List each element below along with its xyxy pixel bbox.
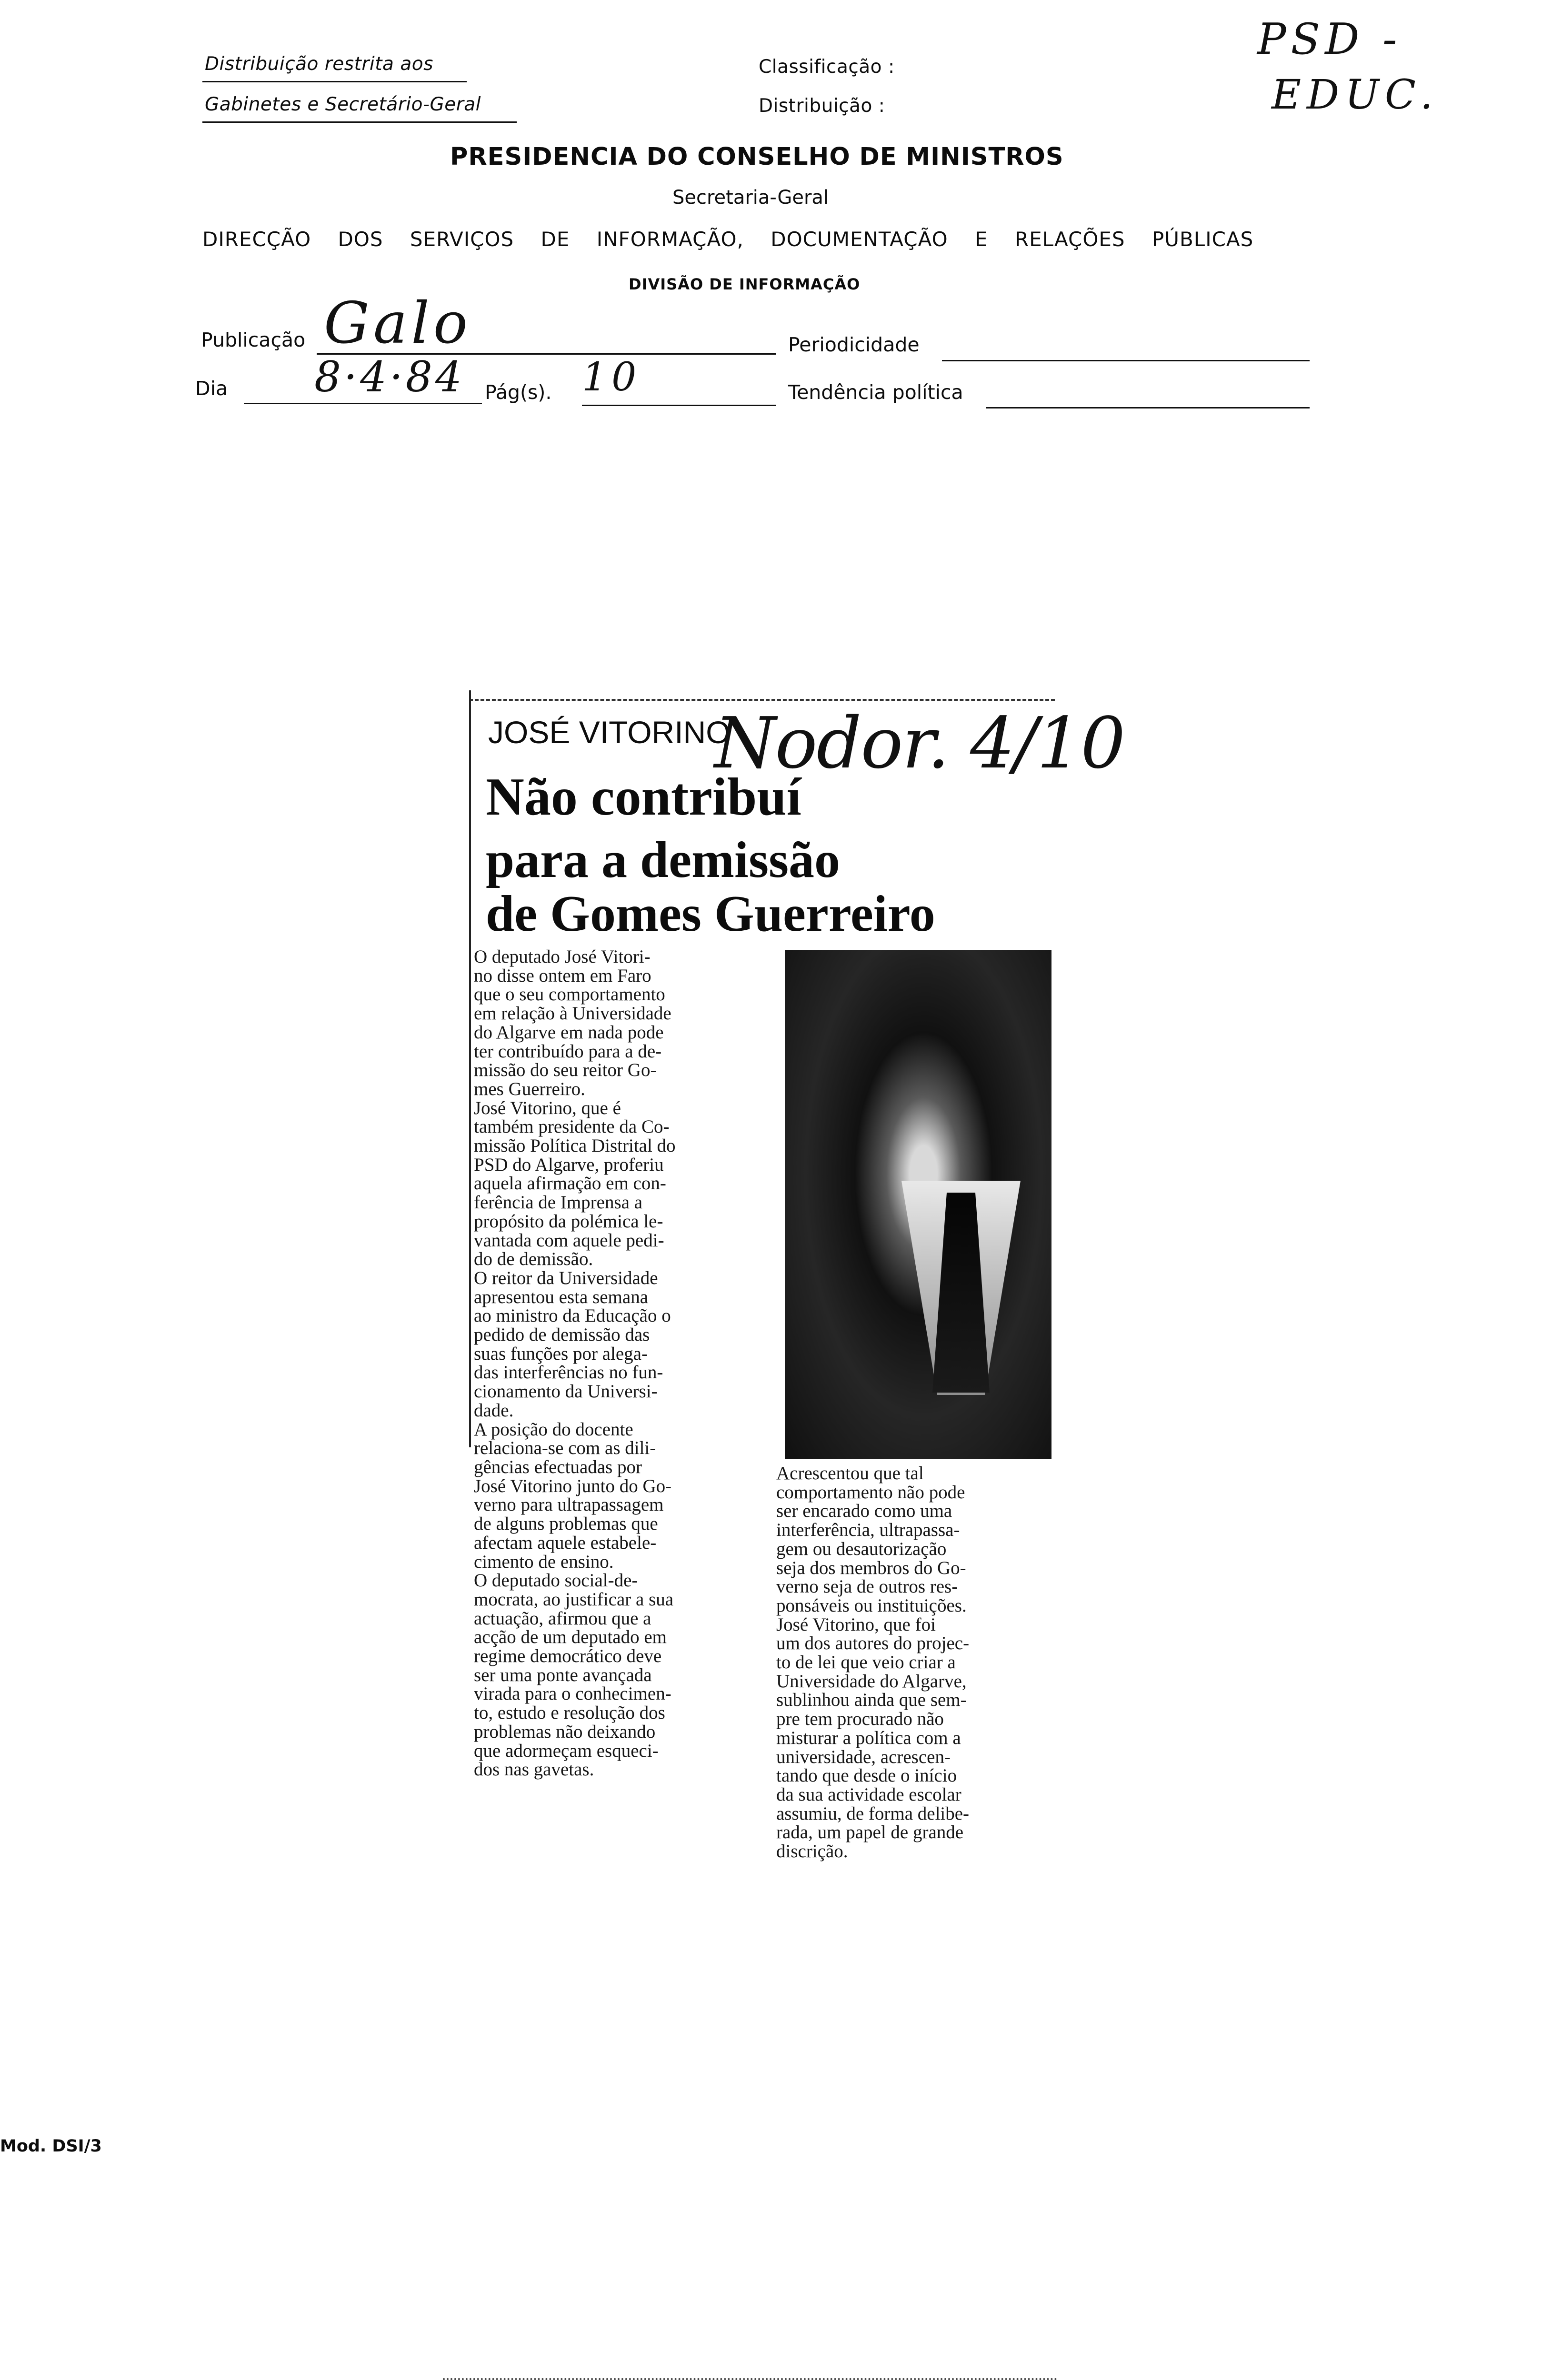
clipping-top-border	[469, 699, 1055, 701]
classification-label: Classificação :	[759, 56, 895, 78]
handwritten-tag-educ: EDUC.	[1272, 71, 1439, 119]
division-title: DIVISÃO DE INFORMAÇÃO	[629, 275, 861, 293]
form-code: Mod. DSI/3	[0, 2137, 102, 2156]
pages-line	[582, 405, 776, 406]
distribution-restricted-line-2: Gabinetes e Secretário-Geral	[205, 94, 481, 115]
tendency-line	[986, 407, 1310, 408]
distribution-restricted-line-1: Distribuição restrita aos	[205, 53, 433, 75]
day-line	[244, 403, 482, 404]
headline-line-3: de Gomes Guerreiro	[486, 886, 935, 942]
publication-value: Galo	[324, 290, 472, 357]
header-divider-2	[202, 121, 517, 123]
article-column-left: O deputado José Vitori- no disse ontem em Faro que o seu comportamento em relação à Universidade do Algarve em nada pode ter contribuído para a de- missão do seu reitor Go- mes Guerreiro. José Vitorino, que é também presidente da Co- missão Política Distrital do PSD do Algarve, proferiu aquela afirmação em con- ferência de Imprensa a propósito da polémica le- vantada com aquele pedi- do de demissão. O reitor da Universidade apresentou esta semana ao ministro da Educação o pedido de demissão das suas funções por alega- das interferências no fun- cionamento da Universi- dade. A posição do docente relaciona-se com as dili- gências efectuadas por José Vitorino junto do Go- verno para ultrapassagem de alguns problemas que afectam aquele estabele- cimento de ensino. O deputado social-de- mocrata, ao justificar a sua actuação, afirmou que a acção de um deputado em regime democrático deve ser uma ponte avançada virada para o conhecimen- to, estudo e resolução dos problemas não deixando que adormeçam esqueci- dos nas gavetas.	[474, 946, 676, 1780]
handwritten-reference: Nodor. 4/10	[714, 702, 1125, 784]
distribution-label: Distribuição :	[759, 95, 885, 117]
headline-line-2: para a demissão	[486, 832, 841, 888]
publication-label: Publicação	[201, 329, 306, 351]
header-divider-1	[202, 81, 467, 82]
pages-value: 10	[582, 355, 641, 400]
directorate-title: DIRECÇÃO DOS SERVIÇOS DE INFORMAÇÃO, DOCUMENTAÇÃO E RELAÇÕES PÚBLICAS	[202, 228, 1254, 251]
tendency-label: Tendência política	[788, 381, 963, 404]
periodicity-label: Periodicidade	[788, 333, 920, 356]
headline-line-1: Não contribuí	[486, 767, 801, 827]
handwritten-tag-psd: PSD -	[1257, 14, 1402, 64]
article-column-right: Acrescentou que tal comportamento não pode ser encarado como uma interferência, ultrapassa- gem ou desautorização seja dos membros do Go- verno seja de outros res- ponsáveis ou instituições. José Vitorino, que foi um dos autores do projec- to de lei que veio criar a Universidade do Algarve, sublinhou ainda que sem- pre tem procurado não misturar a política com a universidade, acrescen- tando que desde o início da sua actividade escolar assumiu, de forma delibe- rada, um papel de grande discrição.	[776, 1463, 970, 1862]
day-label: Dia	[195, 377, 228, 400]
clipping-bottom-border	[443, 2378, 1057, 2380]
presidency-title: PRESIDENCIA DO CONSELHO DE MINISTROS	[450, 143, 1064, 171]
day-value: 8·4·84	[314, 352, 465, 401]
pages-label: Pág(s).	[485, 381, 552, 404]
portrait-photo	[785, 950, 1051, 1459]
periodicity-line	[942, 360, 1310, 361]
secretariat-subtitle: Secretaria-Geral	[672, 187, 829, 209]
clipping-left-edge	[469, 690, 471, 1447]
article-kicker: JOSÉ VITORINO	[488, 715, 731, 750]
